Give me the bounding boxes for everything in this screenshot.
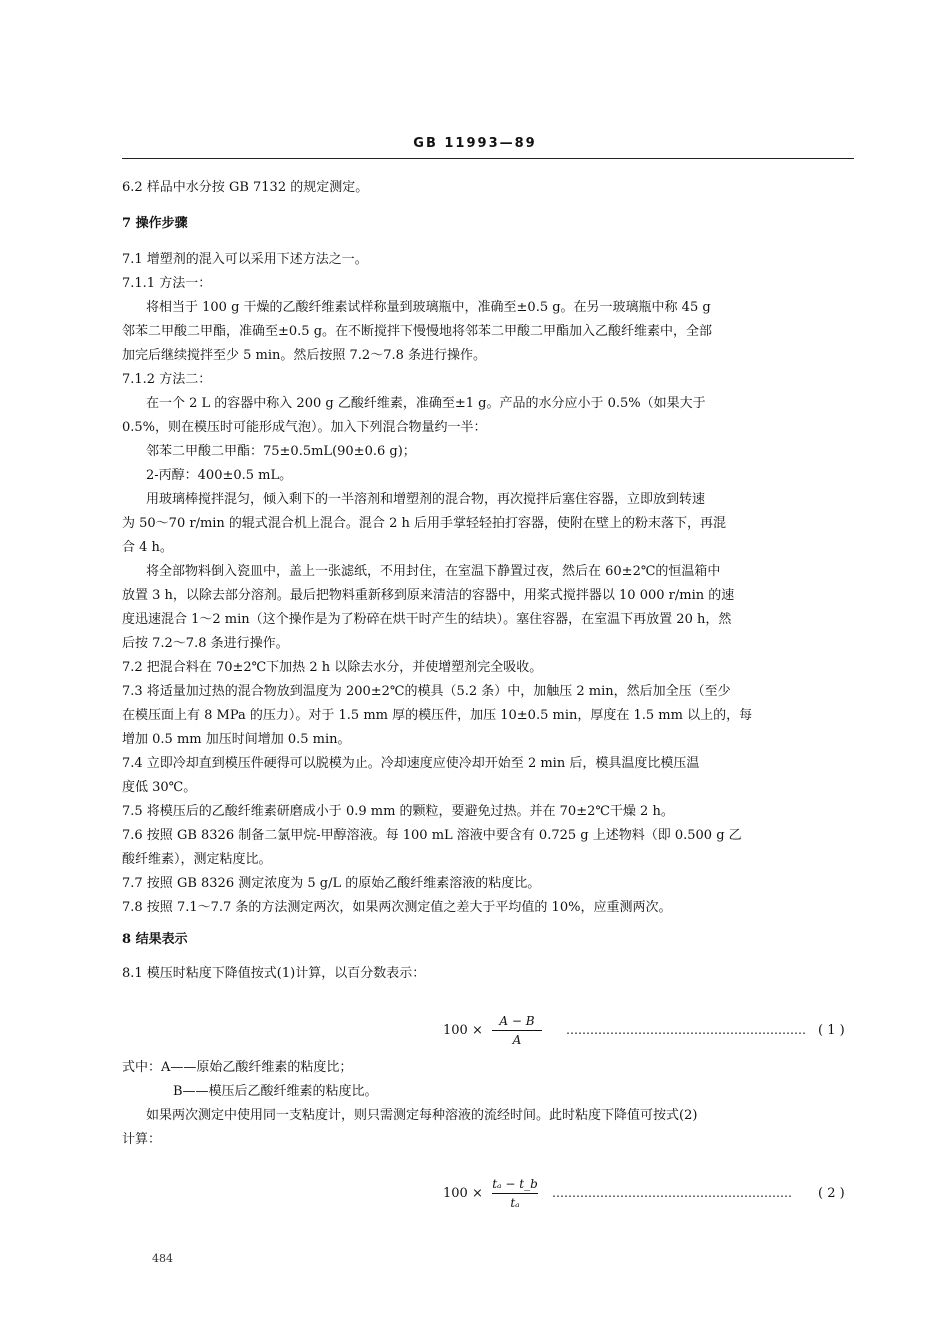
text-line: 将相当于 100 g 干燥的乙酸纤维素试样称量到玻璃瓶中，准确至±0.5 g。在另一玻璃瓶中称 45 g — [146, 300, 711, 315]
text-line: 邻苯二甲酸二甲酯，准确至±0.5 g。在不断搅拌下慢慢地将邻苯二甲酸二甲酯加入乙酸纤维素中，全部 — [122, 324, 713, 339]
text-line: 将全部物料倒入瓷皿中，盖上一张滤纸，不用封住，在室温下静置过夜，然后在 60±2℃的恒温箱中 — [146, 564, 721, 579]
text-line: 用玻璃棒搅拌混匀，倾入剩下的一半溶剂和增塑剂的混合物，再次搅拌后塞住容器，立即放到转速 — [146, 492, 706, 507]
text-line: 2-丙醇：400±0.5 mL。 — [146, 468, 293, 483]
text-line: 7.8 按照 7.1～7.7 条的方法测定两次，如果两次测定值之差大于平均值的 10%，应重测两次。 — [122, 900, 672, 915]
text-line: 0.5%，则在模压时可能形成气泡）。加入下列混合物量约一半： — [122, 420, 487, 435]
text-line: 式中：A——原始乙酸纤维素的粘度比； — [122, 1060, 353, 1075]
text-line: 7.5 将模压后的乙酸纤维素研磨成小于 0.9 mm 的颗粒，要避免过热。并在 70±2℃干燥 2 h。 — [122, 804, 674, 819]
text-line: 计算： — [122, 1132, 162, 1147]
text-line: 在一个 2 L 的容器中称入 200 g 乙酸纤维素，准确至±1 g。产品的水分应小于 0.5%（如果大于 — [146, 396, 706, 411]
section-heading: 7 操作步骤 — [122, 216, 188, 231]
text-line: 后按 7.2～7.8 条进行操作。 — [122, 636, 289, 651]
text-line: 为 50～70 r/min 的辊式混合机上混合。混合 2 h 后用手掌轻轻拍打容器，使附在壁上的粉末落下，再混 — [122, 516, 726, 531]
text-line: 放置 3 h，以除去部分溶剂。最后把物料重新移到原来清洁的容器中，用桨式搅拌器以 10 000 r/min 的速 — [122, 588, 735, 603]
text-line: 加完后继续搅拌至少 5 min。然后按照 7.2～7.8 条进行操作。 — [122, 348, 487, 363]
leader-dots: …………………………………………………… — [566, 1023, 806, 1037]
leader-dots: …………………………………………………… — [552, 1186, 792, 1200]
text-line: 在模压面上有 8 MPa 的压力）。对于 1.5 mm 厚的模压件，加压 10±0.5 min，厚度在 1.5 mm 以上的，每 — [122, 708, 753, 723]
text-line: 6.2 样品中水分按 GB 7132 的规定测定。 — [122, 180, 369, 195]
formula-denominator: tₐ — [510, 1196, 520, 1210]
text-line: 度迅速混合 1～2 min（这个操作是为了粉碎在烘干时产生的结块）。塞住容器，在室温下再放置 20 h，然 — [122, 612, 732, 627]
text-line: 邻苯二甲酸二甲酯：75±0.5mL(90±0.6 g)； — [146, 444, 416, 459]
page-header: GB 11993—89 — [413, 136, 537, 151]
text-line: 7.3 将适量加过热的混合物放到温度为 200±2℃的模具（5.2 条）中，加触压 2 min，然后加全压（至少 — [122, 684, 731, 699]
formula-prefix: 100 × — [443, 1186, 483, 1201]
text-line: 7.1.1 方法一： — [122, 276, 212, 291]
text-line: 7.7 按照 GB 8326 测定浓度为 5 g/L 的原始乙酸纤维素溶液的粘度比。 — [122, 876, 541, 891]
formula-prefix: 100 × — [443, 1023, 483, 1038]
text-line: 7.6 按照 GB 8326 制备二氯甲烷-甲醇溶液。每 100 mL 溶液中要含有 0.725 g 上述物料（即 0.500 g 乙 — [122, 828, 742, 843]
fraction-bar — [492, 1030, 542, 1031]
formula-numerator: tₐ − t_b — [492, 1177, 538, 1191]
text-line: 增加 0.5 mm 加压时间增加 0.5 min。 — [122, 732, 351, 747]
header-rule — [122, 158, 854, 159]
equation-number: ( 2 ) — [818, 1186, 845, 1201]
text-line: 合 4 h。 — [122, 540, 173, 555]
formula-denominator: A — [512, 1033, 522, 1047]
text-line: B——模压后乙酸纤维素的粘度比。 — [173, 1084, 378, 1099]
equation-number: ( 1 ) — [818, 1023, 845, 1038]
text-line: 7.1.2 方法二： — [122, 372, 212, 387]
text-line: 酸纤维素），测定粘度比。 — [122, 852, 272, 867]
text-line: 度低 30℃。 — [122, 780, 197, 795]
text-line: 7.2 把混合料在 70±2℃下加热 2 h 以除去水分，并使增塑剂完全吸收。 — [122, 660, 543, 675]
page-number: 484 — [152, 1252, 173, 1265]
text-line: 8.1 模压时粘度下降值按式(1)计算，以百分数表示： — [122, 966, 426, 981]
text-line: 7.4 立即冷却直到模压件硬得可以脱模为止。冷却速度应使冷却开始至 2 min 后，模具温度比模压温 — [122, 756, 700, 771]
text-line: 7.1 增塑剂的混入可以采用下述方法之一。 — [122, 252, 368, 267]
text-line: 如果两次测定中使用同一支粘度计，则只需测定每种溶液的流经时间。此时粘度下降值可按式(2) — [146, 1108, 698, 1123]
formula-numerator: A − B — [499, 1014, 535, 1028]
section-heading: 8 结果表示 — [122, 932, 188, 947]
fraction-bar — [492, 1193, 538, 1194]
